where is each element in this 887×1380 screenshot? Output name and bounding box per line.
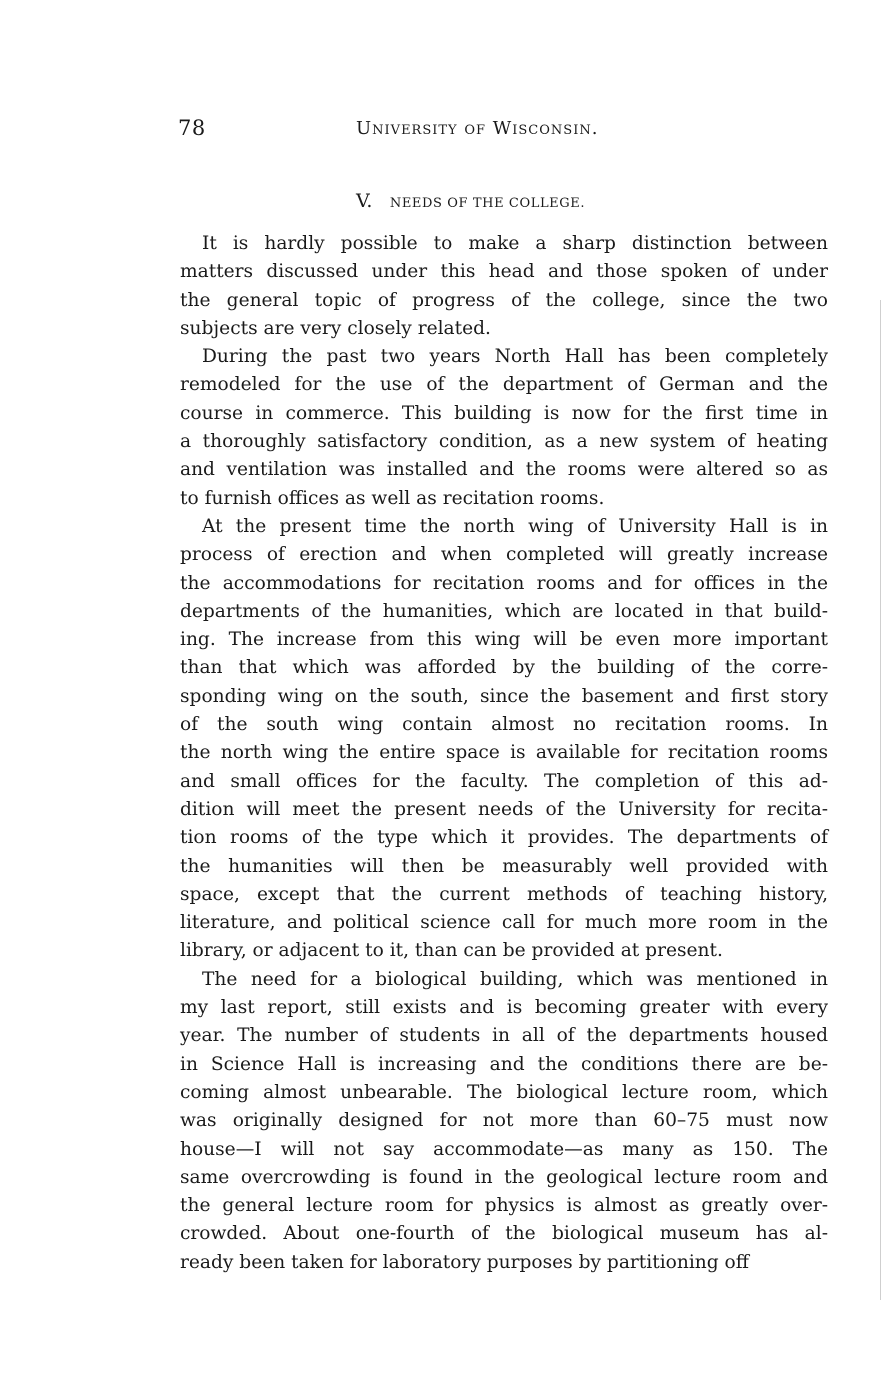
- body-text: [180, 230, 828, 1277]
- text-line: dition will meet the present needs of the University for recita-: [180, 798, 828, 820]
- text-line: house—I will not say accommodate—as many as 150. The: [180, 1138, 828, 1160]
- text-line: the humanities will then be measurably well provided with: [180, 855, 828, 877]
- text-line: space, except that the current methods of teaching history,: [180, 883, 828, 905]
- text-line: a thoroughly satisfactory condition, as a new system of heating: [180, 431, 828, 453]
- text-line: the north wing the entire space is available for recitation rooms: [180, 742, 828, 764]
- text-line: library, or adjacent to it, than can be provided at present.: [180, 940, 723, 962]
- text-line: ready been taken for laboratory purposes by partitioning off: [180, 1251, 749, 1273]
- section-number: V.: [356, 190, 373, 212]
- text-line: and small offices for the faculty. The completion of this ad-: [180, 770, 828, 792]
- section-title: NEEDS OF THE COLLEGE.: [389, 196, 586, 211]
- text-line: same overcrowding is found in the geological lecture room and: [180, 1166, 828, 1188]
- text-line: The need for a biological building, which was mentioned in: [202, 968, 828, 990]
- text-line: tion rooms of the type which it provides. The departments of: [180, 827, 828, 849]
- text-line: the general topic of progress of the college, since the two: [180, 289, 828, 311]
- text-line: sponding wing on the south, since the basement and first story: [180, 685, 828, 707]
- text-line: was originally designed for not more than 60–75 must now: [180, 1110, 828, 1132]
- text-line: and ventilation was installed and the rooms were altered so as: [180, 459, 828, 481]
- running-head-title: University of Wisconsin.: [356, 118, 599, 139]
- page-edge-shadow: [880, 300, 881, 1300]
- text-line: At the present time the north wing of University Hall is in: [202, 515, 828, 537]
- text-line: coming almost unbearable. The biological lecture room, which: [180, 1081, 828, 1103]
- text-line: matters discussed under this head and those spoken of under: [180, 261, 828, 283]
- text-line: than that which was afforded by the building of the corre-: [180, 657, 828, 679]
- paragraph: [180, 230, 828, 343]
- text-line: departments of the humanities, which are located in that build-: [180, 600, 828, 622]
- text-line: subjects are very closely related.: [180, 317, 491, 339]
- text-line: literature, and political science call for much more room in the: [180, 912, 828, 934]
- text-line: of the south wing contain almost no recitation rooms. In: [180, 714, 828, 736]
- text-line: in Science Hall is increasing and the conditions there are be-: [180, 1053, 828, 1075]
- paragraph: [180, 343, 828, 513]
- text-line: the accommodations for recitation rooms and for offices in the: [180, 572, 828, 594]
- text-line: year. The number of students in all of the departments housed: [180, 1025, 828, 1047]
- text-line: the general lecture room for physics is almost as greatly over-: [180, 1195, 828, 1217]
- section-heading: [356, 190, 656, 212]
- text-line: It is hardly possible to make a sharp distinction between: [202, 233, 828, 254]
- text-line: remodeled for the use of the department of German and the: [180, 374, 828, 396]
- text-line: to furnish offices as well as recitation rooms.: [180, 487, 605, 509]
- page-number: 78: [178, 116, 206, 140]
- text-line: process of erection and when completed will greatly increase: [180, 544, 828, 566]
- text-line: course in commerce. This building is now for the first time in: [180, 402, 828, 424]
- running-head: [178, 116, 830, 146]
- text-line: my last report, still exists and is becoming greater with every: [180, 997, 828, 1019]
- text-line: During the past two years North Hall has been completely: [202, 346, 828, 368]
- paragraph: [180, 966, 828, 1277]
- text-line: crowded. About one-fourth of the biological museum has al-: [180, 1223, 828, 1245]
- text-line: ing. The increase from this wing will be even more important: [180, 629, 828, 651]
- paragraph: [180, 513, 828, 966]
